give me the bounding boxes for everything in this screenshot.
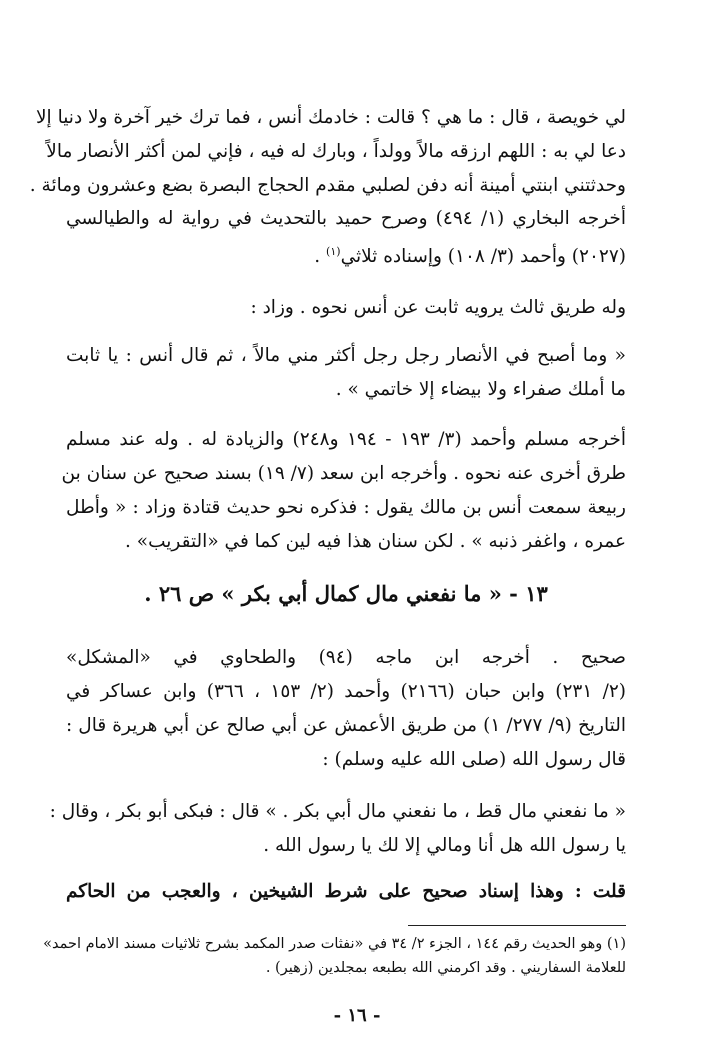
- body-line-6: وله طريق ثالث يرويه ثابت عن أنس نحوه . وزاد :: [250, 297, 626, 318]
- body-line-16: التاريخ (٩/ ٢٧٧/ ١) من طريق الأعمش عن أبي صالح عن أبي هريرة قال :: [66, 715, 626, 736]
- section-heading: ١٣ - « ما نفعني مال كمال أبي بكر » ص ٢٦ .: [144, 581, 548, 606]
- page-number: - ١٦ -: [333, 1005, 381, 1026]
- footnote-separator: [408, 925, 626, 926]
- quote-line-4: يا رسول الله هل أنا ومالي إلا لك يا رسول الله .: [263, 835, 626, 856]
- body-line-5-text: (٢٠٢٧) وأحمد (٣/ ١٠٨) وإسناده ثلاثي: [340, 246, 626, 268]
- quote-line-3: « ما نفعني مال قط ، ما نفعني مال أبي بكر . » قال : فبكى أبو بكر ، وقال :: [49, 801, 626, 822]
- body-line-15: (٢/ ٢٣١) وابن حبان (٢١٦٦) وأحمد (٢/ ١٥٣ ، ٣٦٦) وابن عساكر في: [66, 681, 626, 702]
- body-line-3: وحدثتني ابنتي أمينة أنه دفن لصلبي مقدم الحجاج البصرة بضع وعشرون ومائة .: [29, 175, 626, 196]
- body-line-1: لي خويصة ، قال : ما هي ؟ قالت : خادمك أنس ، فما ترك خير آخرة ولا دنيا إلا: [36, 107, 626, 128]
- body-line-4: أخرجه البخاري (١/ ٤٩٤) وصرح حميد بالتحديث في رواية له والطيالسي: [66, 208, 626, 229]
- body-line-14: صحيح . أخرجه ابن ماجه (٩٤) والطحاوي في «المشكل»: [66, 647, 627, 668]
- footnote-line-2: للعلامة السفاريني . وقد اكرمني الله بطبعه بمجلدين (زهير) .: [265, 960, 626, 976]
- body-line-2: دعا لي به : اللهم ارزقه مالاً وولداً ، وبارك له فيه ، فإني لمن أكثر الأنصار مالاً: [46, 141, 626, 162]
- body-line-20: قلت : وهذا إسناد صحيح على شرط الشيخين ، والعجب من الحاكم: [66, 881, 626, 902]
- body-line-5: (٢٠٢٧) وأحمد (٣/ ١٠٨) وإسناده ثلاثي$^{(١)}$ .: [314, 245, 626, 268]
- body-line-17: قال رسول الله (صلى الله عليه وسلم) :: [322, 749, 626, 770]
- body-line-9: أخرجه مسلم وأحمد (٣/ ١٩٣ - ١٩٤ و٢٤٨) والزيادة له . وله عند مسلم: [66, 429, 626, 450]
- quote-line-1: « وما أصبح في الأنصار رجل رجل أكثر مني مالاً ، ثم قال أنس : يا ثابت: [66, 345, 626, 366]
- footnote-marker: (١): [326, 245, 341, 258]
- body-line-11: ربيعة سمعت أنس بن مالك يقول : فذكره نحو حديث قتادة وزاد : « وأطل: [66, 497, 626, 518]
- footnote-line-1: (١) وهو الحديث رقم ١٤٤ ، الجزء ٢/ ٣٤ في «نفثات صدر المكمد بشرح ثلاثيات مسند الامام احمد»: [43, 936, 626, 952]
- quote-line-2: ما أملك صفراء ولا بيضاء إلا خاتمي » .: [335, 379, 626, 400]
- body-line-12: عمره ، واغفر ذنبه » . لكن سنان هذا فيه لين كما في «التقريب» .: [125, 531, 626, 552]
- body-line-10: طرق أخرى عنه نحوه . وأخرجه ابن سعد (٧/ ١٩) بسند صحيح عن سنان بن: [61, 463, 626, 484]
